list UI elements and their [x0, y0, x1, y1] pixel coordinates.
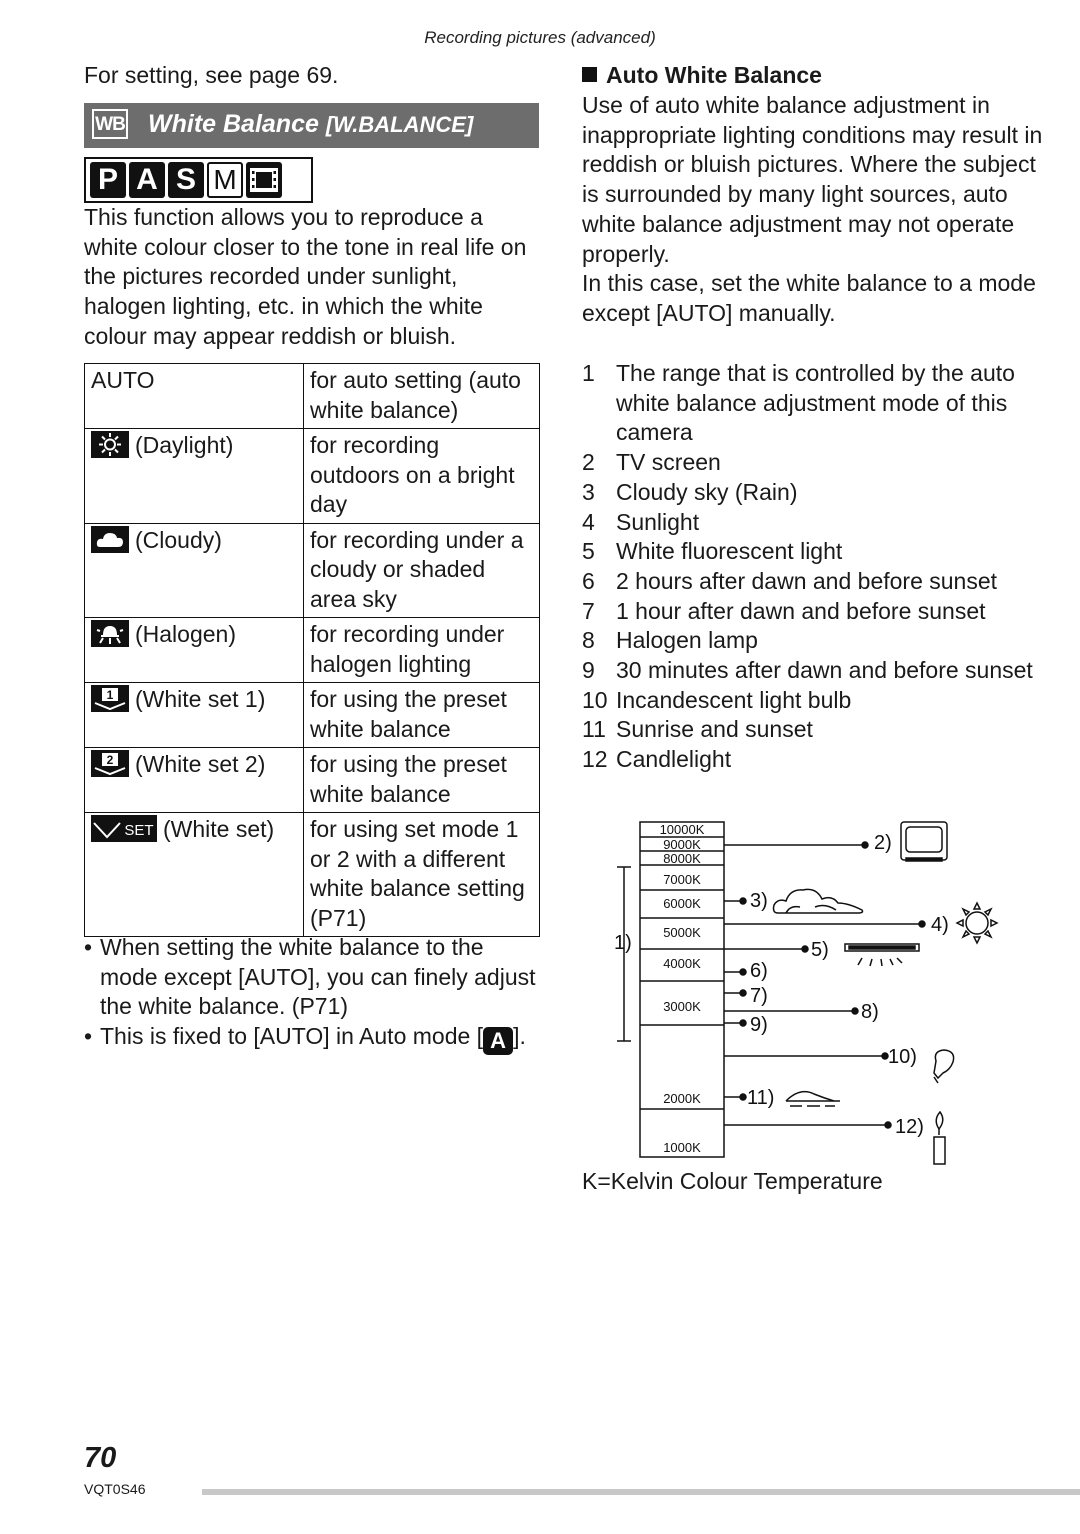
- callout-label: 12): [895, 1116, 924, 1138]
- legend-item: [582, 448, 1052, 478]
- setting-label: (Cloudy): [135, 526, 222, 553]
- table-row: [85, 364, 540, 429]
- intro-paragraph: This function allows you to reproduce a white colour closer to the tone in real life on the pictures recorded under sunlight, halogen lighting, etc. in which the white colour may appear reddish or bluish.: [84, 204, 527, 349]
- callout-label: 2): [874, 832, 892, 854]
- setting-cell: [85, 523, 304, 618]
- note-text: This is fixed to [AUTO] in Auto mode [: [100, 1023, 484, 1050]
- legend-item: [582, 715, 1052, 745]
- auto-wb-heading: [582, 62, 822, 89]
- setting-label: (Daylight): [135, 432, 234, 458]
- scale-label: 2000K: [663, 1091, 701, 1106]
- mode-p-icon: P: [90, 162, 126, 198]
- section-title-bar: [84, 103, 539, 148]
- legend-text: TV screen: [616, 449, 721, 476]
- legend-text: Incandescent light bulb: [616, 686, 852, 713]
- description-cell: for using the preset white balance: [304, 748, 540, 813]
- table-row: [85, 618, 540, 683]
- callout-label: 10): [888, 1046, 917, 1068]
- note-text-end: ].: [513, 1023, 526, 1050]
- scale-label: 3000K: [663, 999, 701, 1014]
- legend-number: 10: [582, 686, 608, 713]
- legend-item: [582, 626, 1052, 656]
- setting-cell: [85, 429, 304, 524]
- callout-label: 7): [750, 985, 768, 1007]
- legend-item: [582, 597, 1052, 627]
- daylight-icon: [91, 431, 129, 458]
- candle-icon: [934, 1112, 945, 1164]
- page-header: Recording pictures (advanced): [424, 28, 656, 47]
- auto-wb-paragraph-2: In this case, set the white balance to a mode except [AUTO] manually.: [582, 270, 1036, 326]
- description-cell: for recording outdoors on a bright day: [304, 429, 540, 524]
- legend-text: 2 hours after dawn and before sunset: [616, 567, 998, 594]
- white-balance-table: [84, 363, 540, 937]
- callout-label: 6): [750, 960, 768, 982]
- callout-label: 4): [931, 914, 949, 936]
- legend-number: 11: [582, 716, 606, 743]
- table-row: [85, 813, 540, 937]
- legend-text: 30 minutes after dawn and before sunset: [616, 657, 1033, 684]
- legend-item: [582, 745, 1052, 775]
- scale-label: 4000K: [663, 956, 701, 971]
- motion-picture-mode-icon: [246, 162, 282, 198]
- white-set-icon: [91, 815, 157, 842]
- halogen-lamp-icon: [786, 1092, 840, 1106]
- mode-m-icon: M: [207, 162, 243, 198]
- fluorescent-light-icon: [845, 944, 919, 966]
- scale-label: 10000K: [659, 822, 705, 837]
- description-cell: for recording under a cloudy or shaded area sky: [304, 523, 540, 618]
- square-bullet-icon: [582, 67, 597, 82]
- tv-screen-icon: [901, 822, 947, 861]
- description-cell: for using set mode 1 or 2 with a different white balance setting (P71): [304, 813, 540, 937]
- callout-label: 8): [861, 1001, 879, 1023]
- legend-number: 9: [582, 657, 595, 684]
- auto-wb-paragraph-1: Use of auto white balance adjustment in inappropriate lighting conditions may result in reddish or bluish pictures. Where the subject is surrounded by many light sources, auto white balance adjustment may not operate properly.: [582, 92, 1043, 267]
- scale-label: 9000K: [663, 837, 701, 852]
- legend-number: 8: [582, 627, 595, 654]
- auto-mode-icon: A: [483, 1027, 513, 1055]
- section-menu-name: [W.BALANCE]: [325, 112, 474, 137]
- table-row: [85, 683, 540, 748]
- white-set-2-icon: [91, 750, 129, 777]
- scale-label: 7000K: [663, 872, 701, 887]
- note-item: [84, 1022, 544, 1055]
- legend-text: Sunlight: [616, 508, 700, 535]
- legend-number: 6: [582, 567, 595, 594]
- legend-number: 7: [582, 597, 595, 624]
- legend-item: [582, 686, 1052, 716]
- setting-label: (White set): [163, 816, 275, 842]
- scale-label: 6000K: [663, 896, 701, 911]
- page-number: 70: [84, 1442, 117, 1474]
- auto-wb-heading-text: Auto White Balance: [606, 62, 822, 88]
- setting-label: (White set 2): [135, 751, 266, 777]
- setting-cell: [85, 748, 304, 813]
- legend-text: White fluorescent light: [616, 538, 843, 565]
- notes-list: [84, 933, 544, 1055]
- callout-label: 5): [811, 939, 829, 961]
- document-code: VQT0S46: [84, 1481, 146, 1497]
- setting-cell: [85, 813, 304, 937]
- mode-s-icon: S: [168, 162, 204, 198]
- white-set-icon-text: SET: [124, 822, 154, 839]
- kelvin-note: K=Kelvin Colour Temperature: [582, 1168, 883, 1194]
- table-row: [85, 523, 540, 618]
- legend-list: [582, 359, 1052, 775]
- setting-reference: For setting, see page 69.: [84, 62, 339, 88]
- svg-text:1: 1: [106, 688, 114, 702]
- setting-label: (White set 1): [135, 686, 266, 712]
- legend-item: [582, 656, 1052, 686]
- legend-number: 12: [582, 746, 608, 773]
- mode-a-icon: A: [129, 162, 165, 198]
- legend-item: [582, 359, 1052, 448]
- table-row: [85, 748, 540, 813]
- section-title: [148, 110, 473, 139]
- callout-label: 11): [747, 1087, 775, 1109]
- legend-item: [582, 537, 1052, 567]
- callout-label: 1): [614, 932, 632, 954]
- legend-number: 1: [582, 360, 595, 386]
- setting-cell: [85, 618, 304, 683]
- legend-text: Candlelight: [616, 746, 732, 773]
- legend-item: [582, 508, 1052, 538]
- setting-label: (Halogen): [135, 621, 236, 647]
- legend-item: [582, 567, 1052, 597]
- legend-text: Halogen lamp: [616, 627, 758, 654]
- color-temperature-diagram: [600, 815, 1020, 1167]
- legend-text: Cloudy sky (Rain): [616, 478, 798, 505]
- legend-item: [582, 478, 1052, 508]
- legend-number: 5: [582, 538, 595, 565]
- setting-cell: [85, 683, 304, 748]
- scale-label: 5000K: [663, 925, 701, 940]
- white-set-1-icon: [91, 685, 129, 712]
- section-title-text: White Balance: [148, 110, 319, 138]
- legend-number: 4: [582, 508, 595, 535]
- scale-label: 8000K: [663, 851, 701, 866]
- legend-text: The range that is controlled by the auto white balance adjustment mode of this camera: [616, 360, 1015, 446]
- applicable-modes: [84, 157, 313, 203]
- note-item: • When setting the white balance to the mode except [AUTO], you can finely adjust the white balance. (P71): [84, 933, 544, 1022]
- callout-label: 3): [750, 890, 768, 912]
- auto-wb-body: [582, 91, 1052, 329]
- cloudy-sky-icon: [774, 889, 863, 913]
- description-cell: for using the preset white balance: [304, 683, 540, 748]
- svg-text:2: 2: [106, 753, 114, 767]
- legend-number: 3: [582, 478, 595, 505]
- cloudy-icon: [91, 526, 129, 553]
- legend-text: Sunrise and sunset: [616, 716, 813, 743]
- callout-label: 9): [750, 1014, 768, 1036]
- scale-label: 1000K: [663, 1140, 701, 1155]
- table-row: [85, 429, 540, 524]
- halogen-icon: [91, 620, 129, 647]
- setting-cell: AUTO: [85, 364, 304, 429]
- legend-number: 2: [582, 449, 595, 476]
- footer-divider: [202, 1489, 1080, 1495]
- white-balance-icon: WB: [92, 109, 128, 139]
- description-cell: for auto setting (auto white balance): [304, 364, 540, 429]
- legend-text: 1 hour after dawn and before sunset: [616, 597, 986, 624]
- description-cell: for recording under halogen lighting: [304, 618, 540, 683]
- sunlight-icon: [957, 903, 997, 943]
- incandescent-bulb-icon: [934, 1050, 954, 1083]
